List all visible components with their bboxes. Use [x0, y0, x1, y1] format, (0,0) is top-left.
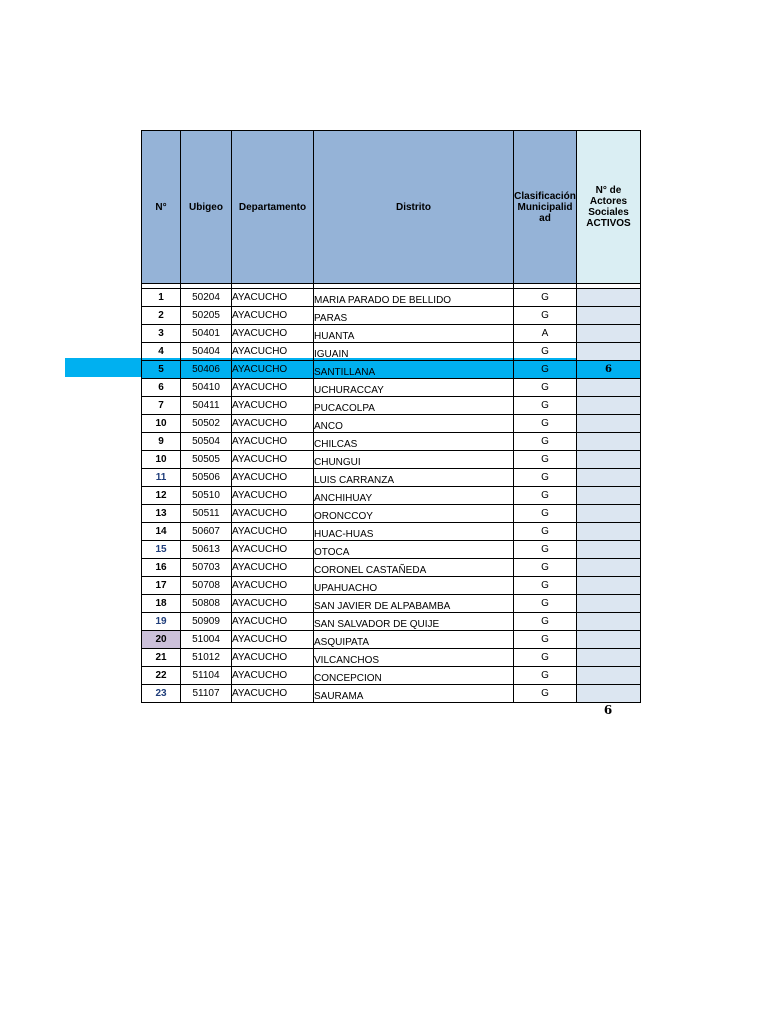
row-num-cell[interactable]: 1: [142, 289, 181, 307]
clasificacion-cell[interactable]: G: [514, 595, 577, 613]
distrito-cell[interactable]: ASQUIPATA: [314, 631, 514, 649]
departamento-cell[interactable]: AYACUCHO: [232, 433, 314, 451]
table-row: [142, 343, 641, 361]
row-num-cell[interactable]: 13: [142, 505, 181, 523]
row-num-cell[interactable]: 2: [142, 307, 181, 325]
ubigeo-cell[interactable]: 50406: [181, 361, 232, 379]
actores-cell[interactable]: [577, 541, 641, 559]
departamento-cell[interactable]: AYACUCHO: [232, 505, 314, 523]
clasificacion-cell[interactable]: G: [514, 505, 577, 523]
clasificacion-cell[interactable]: G: [514, 379, 577, 397]
actores-cell[interactable]: [577, 415, 641, 433]
distrito-cell[interactable]: CHUNGUI: [314, 451, 514, 469]
clasificacion-cell[interactable]: G: [514, 469, 577, 487]
row-num-cell[interactable]: 18: [142, 595, 181, 613]
ubigeo-cell[interactable]: 50808: [181, 595, 232, 613]
actores-cell[interactable]: [577, 379, 641, 397]
actores-cell[interactable]: [577, 523, 641, 541]
distrito-cell[interactable]: CHILCAS: [314, 433, 514, 451]
ubigeo-cell[interactable]: 50504: [181, 433, 232, 451]
table-row: [142, 361, 641, 379]
row-num-cell[interactable]: 9: [142, 433, 181, 451]
actores-cell[interactable]: 6: [577, 361, 641, 379]
ubigeo-cell[interactable]: 50505: [181, 451, 232, 469]
table-row: [142, 667, 641, 685]
distrito-cell[interactable]: LUIS CARRANZA: [314, 469, 514, 487]
ubigeo-cell[interactable]: 50404: [181, 343, 232, 361]
distrito-cell[interactable]: IGUAIN: [314, 343, 514, 361]
table-row: [142, 433, 641, 451]
clasificacion-cell[interactable]: G: [514, 523, 577, 541]
row-num-cell[interactable]: 15: [142, 541, 181, 559]
ubigeo-cell[interactable]: 50205: [181, 307, 232, 325]
table-row: [142, 469, 641, 487]
actores-cell[interactable]: [577, 487, 641, 505]
actores-cell[interactable]: [577, 613, 641, 631]
departamento-cell[interactable]: AYACUCHO: [232, 685, 314, 703]
header-distrito[interactable]: Distrito: [314, 131, 514, 284]
ubigeo-cell[interactable]: 50204: [181, 289, 232, 307]
actores-cell[interactable]: [577, 595, 641, 613]
ubigeo-cell[interactable]: 50510: [181, 487, 232, 505]
distrito-cell[interactable]: CORONEL CASTAÑEDA: [314, 559, 514, 577]
table-row: [142, 541, 641, 559]
departamento-cell[interactable]: AYACUCHO: [232, 595, 314, 613]
ubigeo-cell[interactable]: 51012: [181, 649, 232, 667]
table-row: [142, 325, 641, 343]
clasificacion-cell[interactable]: G: [514, 433, 577, 451]
total-actores: 6: [603, 703, 613, 717]
clasificacion-cell[interactable]: G: [514, 631, 577, 649]
departamento-cell[interactable]: AYACUCHO: [232, 523, 314, 541]
departamento-cell[interactable]: AYACUCHO: [232, 451, 314, 469]
row-num-cell[interactable]: 11: [142, 469, 181, 487]
distrito-cell[interactable]: SAN JAVIER DE ALPABAMBA: [314, 595, 514, 613]
table-row: [142, 559, 641, 577]
row-num-cell[interactable]: 6: [142, 379, 181, 397]
clasificacion-cell[interactable]: G: [514, 685, 577, 703]
row-num-cell[interactable]: 17: [142, 577, 181, 595]
ubigeo-cell[interactable]: 50708: [181, 577, 232, 595]
departamento-cell[interactable]: AYACUCHO: [232, 361, 314, 379]
actores-cell[interactable]: [577, 469, 641, 487]
departamento-cell[interactable]: AYACUCHO: [232, 343, 314, 361]
table-row: [142, 487, 641, 505]
table-row: [142, 631, 641, 649]
clasificacion-cell[interactable]: G: [514, 289, 577, 307]
clasificacion-cell[interactable]: G: [514, 577, 577, 595]
ubigeo-cell[interactable]: 51104: [181, 667, 232, 685]
clasificacion-cell[interactable]: G: [514, 667, 577, 685]
departamento-cell[interactable]: AYACUCHO: [232, 577, 314, 595]
clasificacion-cell[interactable]: G: [514, 307, 577, 325]
header-row: [142, 131, 641, 284]
actores-cell[interactable]: [577, 343, 641, 361]
clasificacion-cell[interactable]: G: [514, 487, 577, 505]
departamento-cell[interactable]: AYACUCHO: [232, 325, 314, 343]
departamento-cell[interactable]: AYACUCHO: [232, 397, 314, 415]
actores-cell[interactable]: [577, 577, 641, 595]
distrito-cell[interactable]: HUANTA: [314, 325, 514, 343]
row-num-cell[interactable]: 10: [142, 415, 181, 433]
ubigeo-cell[interactable]: 50506: [181, 469, 232, 487]
header-num[interactable]: N°: [142, 131, 181, 284]
row-num-cell[interactable]: 22: [142, 667, 181, 685]
departamento-cell[interactable]: AYACUCHO: [232, 415, 314, 433]
row-num-cell[interactable]: 21: [142, 649, 181, 667]
distrito-cell[interactable]: ANCO: [314, 415, 514, 433]
distrito-cell[interactable]: UCHURACCAY: [314, 379, 514, 397]
table-row: [142, 685, 641, 703]
actores-cell[interactable]: [577, 685, 641, 703]
table-row: [142, 307, 641, 325]
table-row: [142, 451, 641, 469]
clasificacion-cell[interactable]: G: [514, 343, 577, 361]
table-row: [142, 595, 641, 613]
row-num-cell[interactable]: 16: [142, 559, 181, 577]
table-row: [142, 379, 641, 397]
distrito-cell[interactable]: OTOCA: [314, 541, 514, 559]
table-row: [142, 613, 641, 631]
distrito-cell[interactable]: MARIA PARADO DE BELLIDO: [314, 289, 514, 307]
departamento-cell[interactable]: AYACUCHO: [232, 487, 314, 505]
ubigeo-cell[interactable]: 51107: [181, 685, 232, 703]
row-num-cell[interactable]: 19: [142, 613, 181, 631]
distrito-cell[interactable]: ORONCCOY: [314, 505, 514, 523]
departamento-cell[interactable]: AYACUCHO: [232, 379, 314, 397]
departamento-cell[interactable]: AYACUCHO: [232, 559, 314, 577]
actores-cell[interactable]: [577, 451, 641, 469]
departamento-cell[interactable]: AYACUCHO: [232, 631, 314, 649]
table-row: [142, 577, 641, 595]
row-num-cell[interactable]: 20: [142, 631, 181, 649]
distrito-cell[interactable]: ANCHIHUAY: [314, 487, 514, 505]
ubigeo-cell[interactable]: 50607: [181, 523, 232, 541]
row-num-cell[interactable]: 12: [142, 487, 181, 505]
row-num-cell[interactable]: 3: [142, 325, 181, 343]
actores-cell[interactable]: [577, 289, 641, 307]
actores-cell[interactable]: [577, 505, 641, 523]
row-num-cell[interactable]: 7: [142, 397, 181, 415]
clasificacion-cell[interactable]: G: [514, 649, 577, 667]
ubigeo-cell[interactable]: 50613: [181, 541, 232, 559]
clasificacion-cell[interactable]: A: [514, 325, 577, 343]
distrito-cell[interactable]: SAURAMA: [314, 685, 514, 703]
distrito-cell[interactable]: PUCACOLPA: [314, 397, 514, 415]
actores-cell[interactable]: [577, 397, 641, 415]
clasificacion-cell[interactable]: G: [514, 613, 577, 631]
actores-cell[interactable]: [577, 325, 641, 343]
departamento-cell[interactable]: AYACUCHO: [232, 307, 314, 325]
ubigeo-cell[interactable]: 51004: [181, 631, 232, 649]
departamento-cell[interactable]: AYACUCHO: [232, 667, 314, 685]
departamento-cell[interactable]: AYACUCHO: [232, 613, 314, 631]
clasificacion-cell[interactable]: G: [514, 559, 577, 577]
ubigeo-cell[interactable]: 50703: [181, 559, 232, 577]
actores-cell[interactable]: [577, 433, 641, 451]
departamento-cell[interactable]: AYACUCHO: [232, 541, 314, 559]
actores-cell[interactable]: [577, 667, 641, 685]
distrito-cell[interactable]: UPAHUACHO: [314, 577, 514, 595]
actores-cell[interactable]: [577, 559, 641, 577]
table-row: [142, 397, 641, 415]
table-row: [142, 415, 641, 433]
clasificacion-cell[interactable]: G: [514, 397, 577, 415]
header-actores[interactable]: N° de Actores Sociales ACTIVOS: [577, 131, 641, 284]
row-num-cell[interactable]: 23: [142, 685, 181, 703]
table-row: [142, 523, 641, 541]
header-clasificacion[interactable]: Clasificación Municipalid ad: [514, 131, 577, 284]
distrito-cell[interactable]: HUAC-HUAS: [314, 523, 514, 541]
table-row: [142, 289, 641, 307]
ubigeo-cell[interactable]: 50502: [181, 415, 232, 433]
actores-cell[interactable]: [577, 631, 641, 649]
ubigeo-cell[interactable]: 50909: [181, 613, 232, 631]
ubigeo-cell[interactable]: 50411: [181, 397, 232, 415]
clasificacion-cell[interactable]: G: [514, 361, 577, 379]
row-num-cell[interactable]: 10: [142, 451, 181, 469]
table-row: [142, 505, 641, 523]
row-num-cell[interactable]: 14: [142, 523, 181, 541]
departamento-cell[interactable]: AYACUCHO: [232, 289, 314, 307]
header-ubigeo[interactable]: Ubigeo: [181, 131, 232, 284]
departamento-cell[interactable]: AYACUCHO: [232, 649, 314, 667]
ubigeo-cell[interactable]: 50511: [181, 505, 232, 523]
ubigeo-cell[interactable]: 50410: [181, 379, 232, 397]
districts-table: [141, 130, 641, 703]
departamento-cell[interactable]: AYACUCHO: [232, 469, 314, 487]
distrito-cell[interactable]: SAN SALVADOR DE QUIJE: [314, 613, 514, 631]
distrito-cell[interactable]: PARAS: [314, 307, 514, 325]
clasificacion-cell[interactable]: G: [514, 541, 577, 559]
distrito-cell[interactable]: SANTILLANA: [314, 361, 514, 379]
distrito-cell[interactable]: CONCEPCION: [314, 667, 514, 685]
actores-cell[interactable]: [577, 649, 641, 667]
table-row: [142, 649, 641, 667]
ubigeo-cell[interactable]: 50401: [181, 325, 232, 343]
distrito-cell[interactable]: VILCANCHOS: [314, 649, 514, 667]
clasificacion-cell[interactable]: G: [514, 451, 577, 469]
row-num-cell[interactable]: 4: [142, 343, 181, 361]
row-num-cell[interactable]: 5: [142, 361, 181, 379]
header-departamento[interactable]: Departamento: [232, 131, 314, 284]
clasificacion-cell[interactable]: G: [514, 415, 577, 433]
actores-cell[interactable]: [577, 307, 641, 325]
